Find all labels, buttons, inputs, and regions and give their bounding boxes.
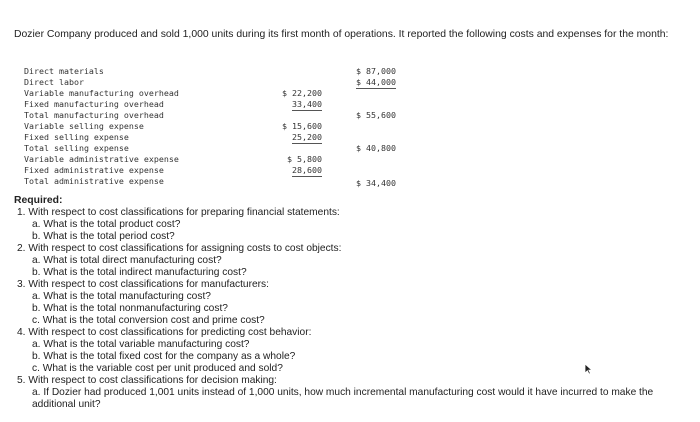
- cost-row: [24, 176, 404, 187]
- cost-component-amount: 28,600: [292, 165, 322, 175]
- cost-component-amount: $ 22,200: [282, 88, 322, 98]
- question-1a: a. What is the total product cost?: [32, 219, 181, 230]
- question-3c: c. What is the total conversion cost and prime cost?: [32, 315, 265, 326]
- cost-total-amount: $ 87,000: [356, 66, 396, 76]
- cost-total-amount: $ 34,400: [356, 178, 396, 188]
- question-1: 1. With respect to cost classifications for preparing financial statements:: [17, 207, 340, 218]
- cost-component-amount: 33,400: [292, 99, 322, 109]
- question-3b: b. What is the total nonmanufacturing cost?: [32, 303, 228, 314]
- cost-row: [24, 143, 404, 154]
- cost-row: [24, 132, 404, 143]
- problem-intro: Dozier Company produced and sold 1,000 units during its first month of operations. It reported the following costs and expenses for the month:: [14, 29, 669, 40]
- question-5: 5. With respect to cost classifications for decision making:: [17, 375, 277, 386]
- question-2a: a. What is total direct manufacturing cost?: [32, 255, 222, 266]
- cost-label: Fixed manufacturing overhead: [24, 99, 164, 109]
- cost-row: [24, 77, 404, 88]
- cost-label: Total selling expense: [24, 143, 129, 153]
- cost-component-amount: 25,200: [292, 132, 322, 142]
- cost-label: Variable manufacturing overhead: [24, 88, 179, 98]
- cost-row: [24, 121, 404, 132]
- cost-row: [24, 99, 404, 110]
- cost-total-amount: $ 40,800: [356, 143, 396, 153]
- mouse-cursor-icon: [584, 362, 593, 380]
- cost-row: [24, 165, 404, 176]
- question-2b: b. What is the total indirect manufacturing cost?: [32, 267, 247, 278]
- cost-row: [24, 88, 404, 99]
- cost-component-amount: $ 5,800: [287, 154, 322, 164]
- cost-label: Total manufacturing overhead: [24, 110, 164, 120]
- cost-label: Total administrative expense: [24, 176, 164, 186]
- question-4c: c. What is the variable cost per unit produced and sold?: [32, 363, 283, 374]
- cost-label: Direct labor: [24, 77, 84, 87]
- cost-total-amount: $ 44,000: [356, 77, 396, 87]
- cost-label: Direct materials: [24, 66, 104, 76]
- question-4: 4. With respect to cost classifications for predicting cost behavior:: [17, 327, 312, 338]
- cost-component-amount: $ 15,600: [282, 121, 322, 131]
- cost-table: [24, 66, 404, 190]
- cost-row: [24, 110, 404, 121]
- cost-label: Fixed administrative expense: [24, 165, 164, 175]
- cost-row: [24, 66, 404, 77]
- cost-row: [24, 154, 404, 165]
- question-1b: b. What is the total period cost?: [32, 231, 175, 242]
- question-4a: a. What is the total variable manufacturing cost?: [32, 339, 250, 350]
- question-3a: a. What is the total manufacturing cost?: [32, 291, 211, 302]
- cost-label: Fixed selling expense: [24, 132, 129, 142]
- question-3: 3. With respect to cost classifications for manufacturers:: [17, 279, 269, 290]
- question-2: 2. With respect to cost classifications for assigning costs to cost objects:: [17, 243, 342, 254]
- question-4b: b. What is the total fixed cost for the company as a whole?: [32, 351, 296, 362]
- cost-label: Variable administrative expense: [24, 154, 179, 164]
- cost-label: Variable selling expense: [24, 121, 144, 131]
- cost-total-amount: $ 55,600: [356, 110, 396, 120]
- question-5a: a. If Dozier had produced 1,001 units instead of 1,000 units, how much incremental manufacturing cost would it have incurred to make the additional unit?: [32, 387, 654, 410]
- required-heading: Required:: [14, 195, 63, 206]
